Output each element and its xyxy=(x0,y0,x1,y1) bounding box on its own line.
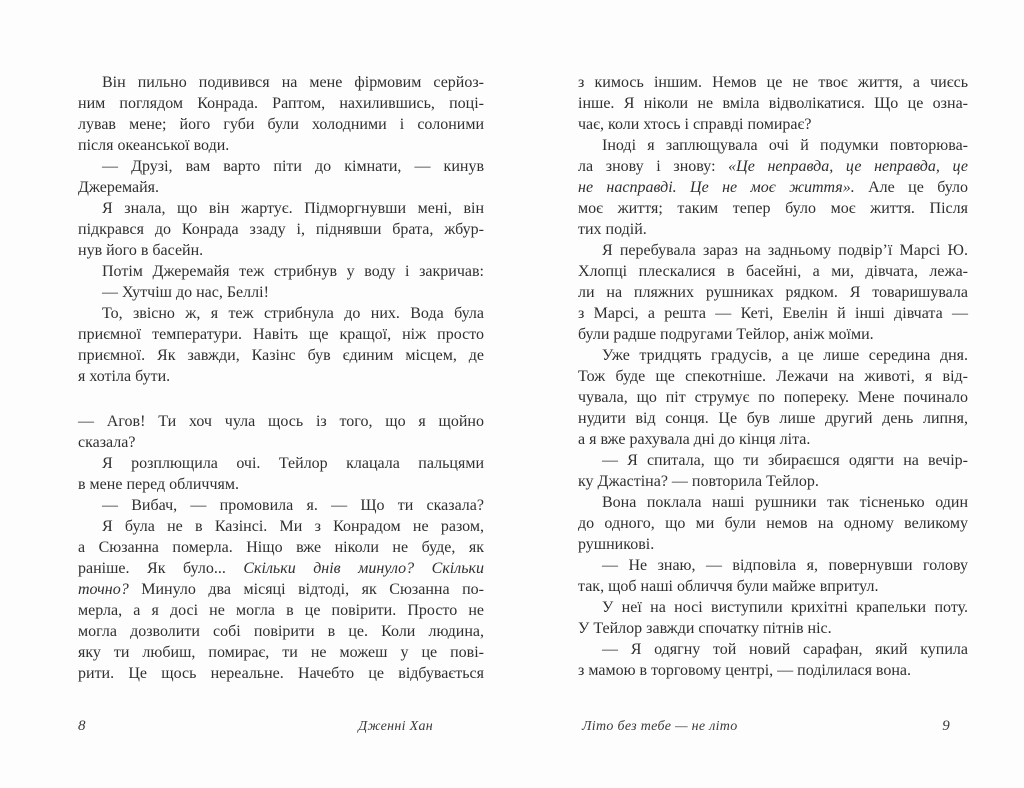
text-segment: сказала? xyxy=(78,434,136,451)
text-segment: — Не знаю, — відповіла я, повернувши голову xyxy=(602,557,968,574)
text-segment: з мамою в торговому центрі, — поділилася вона. xyxy=(578,662,912,679)
text-line xyxy=(578,135,968,156)
text-line xyxy=(78,156,484,177)
text-segment: чувала, що піт струмує по попереку. Мене починало xyxy=(578,389,968,406)
text-segment: Але це було xyxy=(854,179,969,196)
text-line xyxy=(578,513,968,534)
text-line xyxy=(78,600,484,621)
text-segment: Він пильно подивився на мене фірмовим серйоз- xyxy=(102,74,484,91)
text-segment: ним поглядом Конрада. Раптом, нахилившись, поці- xyxy=(78,95,484,112)
text-segment: Хлопці плескалися в басейні, а ми, дівчата, лежа- xyxy=(578,263,968,280)
text-segment: Уже тридцять градусів, а це лише середина дня. xyxy=(602,347,968,364)
left-page-number: 8 xyxy=(78,718,86,734)
text-segment-italic: Скільки днів минуло? Скільки xyxy=(243,560,484,577)
text-line xyxy=(578,387,968,408)
right-page-text xyxy=(578,72,968,681)
text-segment: У неї на носі виступили крихітні крапельки поту. xyxy=(602,599,968,616)
text-segment: Я перебувала зараз на задньому подвір’ї Марсі Ю. xyxy=(602,242,968,259)
text-line xyxy=(578,282,968,303)
text-line xyxy=(578,597,968,618)
text-segment: раніше. Як було... xyxy=(78,560,244,577)
text-line xyxy=(78,366,484,387)
text-line xyxy=(78,516,484,537)
text-line xyxy=(78,432,484,453)
text-segment: — Вибач, — промовила я. — Що ти сказала? xyxy=(102,497,484,514)
text-segment: приємної. Як завжди, Казінс був єдиним місцем, де xyxy=(78,347,484,364)
text-line xyxy=(78,282,484,303)
text-line xyxy=(578,492,968,513)
left-page-footer xyxy=(78,718,484,736)
text-segment: Я була не в Казінсі. Ми з Конрадом не разом, xyxy=(102,518,484,535)
text-line xyxy=(578,72,968,93)
text-line xyxy=(578,198,968,219)
text-segment: ку Джастіна? — повторила Тейлор. xyxy=(578,473,819,490)
text-segment: — Я одягну той новий сарафан, який купила xyxy=(602,641,968,658)
text-segment: нув його в басейн. xyxy=(78,242,204,259)
text-segment: рити. Це щось нереальне. Начебто це відбувається xyxy=(78,665,484,682)
text-line xyxy=(78,579,484,600)
text-segment: ли на пляжних рушниках рядком. Я товаришувала xyxy=(578,284,968,301)
text-line xyxy=(78,198,484,219)
text-segment-italic: «Це неправда, це неправда, це xyxy=(728,158,968,175)
text-line xyxy=(78,72,484,93)
text-line xyxy=(78,537,484,558)
text-segment: яку ти любиш, помирає, ти не можеш у це пові- xyxy=(78,644,484,661)
text-line xyxy=(78,219,484,240)
text-line xyxy=(78,93,484,114)
text-segment: Іноді я заплющувала очі й подумки повторюва- xyxy=(602,137,968,154)
text-segment: — Я спитала, що ти збираєшся одягти на вечір- xyxy=(602,452,968,469)
right-running-footer: Літо без тебе — не літо xyxy=(582,719,738,734)
text-segment: після океанської води. xyxy=(78,137,230,154)
text-segment: тих подій. xyxy=(578,221,647,238)
text-line xyxy=(578,177,968,198)
text-segment: У Тейлор завжди спочатку пітнів ніс. xyxy=(578,620,832,637)
text-line xyxy=(578,303,968,324)
text-line xyxy=(78,240,484,261)
text-line xyxy=(578,345,968,366)
text-line xyxy=(78,642,484,663)
text-segment: Я знала, що він жартує. Підморгнувши мені, він xyxy=(102,200,484,217)
text-line xyxy=(578,219,968,240)
text-line xyxy=(578,618,968,639)
text-segment-italic: точно? xyxy=(78,581,142,598)
text-segment: — Друзі, вам варто піти до кімнати, — кинув xyxy=(102,158,484,175)
text-line xyxy=(78,474,484,495)
text-line xyxy=(578,114,968,135)
text-segment: лував мене; його губи були холодними і солоними xyxy=(78,116,484,133)
text-line xyxy=(78,345,484,366)
text-line xyxy=(578,240,968,261)
text-line xyxy=(78,495,484,516)
text-segment: мерла, а я досі не могла в це повірити. Просто не xyxy=(78,602,484,619)
text-segment: підкрався до Конрада ззаду і, піднявши брата, жбур- xyxy=(78,221,484,238)
text-segment: Потім Джеремайя теж стрибнув у воду і закричав: xyxy=(102,263,484,280)
left-page-text xyxy=(78,72,484,684)
text-segment: а я вже рахувала дні до кінця літа. xyxy=(578,431,811,448)
text-line xyxy=(78,621,484,642)
text-line xyxy=(578,534,968,555)
text-line xyxy=(578,471,968,492)
text-line xyxy=(578,450,968,471)
text-segment: з Марсі, а решта — Кеті, Евелін й інші дівчата — xyxy=(578,305,968,322)
text-segment: приємної температури. Навіть ще кращої, ніж просто xyxy=(78,326,484,343)
text-segment: ла знову і знову: xyxy=(578,158,729,175)
text-segment-italic: не насправді. Це не моє життя». xyxy=(578,179,855,196)
text-line xyxy=(578,576,968,597)
text-segment: Минуло два місяці відтоді, як Сюзанна по- xyxy=(141,581,484,598)
text-segment: з кимось іншим. Немов це не твоє життя, а чиєсь xyxy=(578,74,968,91)
text-segment: нудити від сонця. Це був лише другий день липня, xyxy=(578,410,968,427)
text-line xyxy=(578,156,968,177)
text-line xyxy=(578,324,968,345)
text-segment: То, звісно ж, я теж стрибнула до них. Вода була xyxy=(102,305,484,322)
text-line xyxy=(78,453,484,474)
left-running-footer: Дженні Хан xyxy=(358,719,433,734)
text-line xyxy=(578,429,968,450)
text-segment: Джеремайя. xyxy=(78,179,159,196)
text-line xyxy=(78,177,484,198)
text-segment: а Сюзанна померла. Ніщо вже ніколи не буде, як xyxy=(78,539,484,556)
text-segment: рушникові. xyxy=(578,536,655,553)
text-segment: могла дозволити собі повірити в це. Коли людина, xyxy=(78,623,484,640)
text-segment: Тож буде ще спекотніше. Лежачи на животі, я від- xyxy=(578,368,968,385)
text-segment: — Хутчіш до нас, Беллі! xyxy=(102,284,269,301)
text-segment: я хотіла бути. xyxy=(78,368,171,385)
text-segment: Я розплющила очі. Тейлор клацала пальцями xyxy=(102,455,484,472)
text-line xyxy=(578,660,968,681)
text-line xyxy=(578,639,968,660)
text-segment: так, щоб наші обличчя були майже впритул. xyxy=(578,578,879,595)
text-segment: моє життя; таким тепер було моє життя. Після xyxy=(578,200,968,217)
right-page-footer xyxy=(578,718,968,736)
text-line xyxy=(78,411,484,432)
text-segment: — Агов! Ти хоч чула щось із того, що я щойно xyxy=(78,413,484,430)
text-segment: чає, коли хтось і справді помирає? xyxy=(578,116,812,133)
text-segment: в мене перед обличчям. xyxy=(78,476,240,493)
text-line xyxy=(78,558,484,579)
text-line xyxy=(78,114,484,135)
text-line xyxy=(578,93,968,114)
text-line xyxy=(578,366,968,387)
text-line xyxy=(578,408,968,429)
text-line xyxy=(578,555,968,576)
text-line xyxy=(78,135,484,156)
text-line xyxy=(78,663,484,684)
text-line xyxy=(78,324,484,345)
text-line xyxy=(78,261,484,282)
text-line xyxy=(578,261,968,282)
text-segment: до одного, що ми були немов на одному великому xyxy=(578,515,968,532)
text-segment: інше. Я ніколи не вміла відволікатися. Що це озна- xyxy=(578,95,968,112)
text-segment: були радше подругами Тейлор, аніж моїми. xyxy=(578,326,874,343)
text-line xyxy=(78,303,484,324)
right-page-number: 9 xyxy=(942,718,950,734)
text-segment: Вона поклала наші рушники так тісненько один xyxy=(602,494,968,511)
